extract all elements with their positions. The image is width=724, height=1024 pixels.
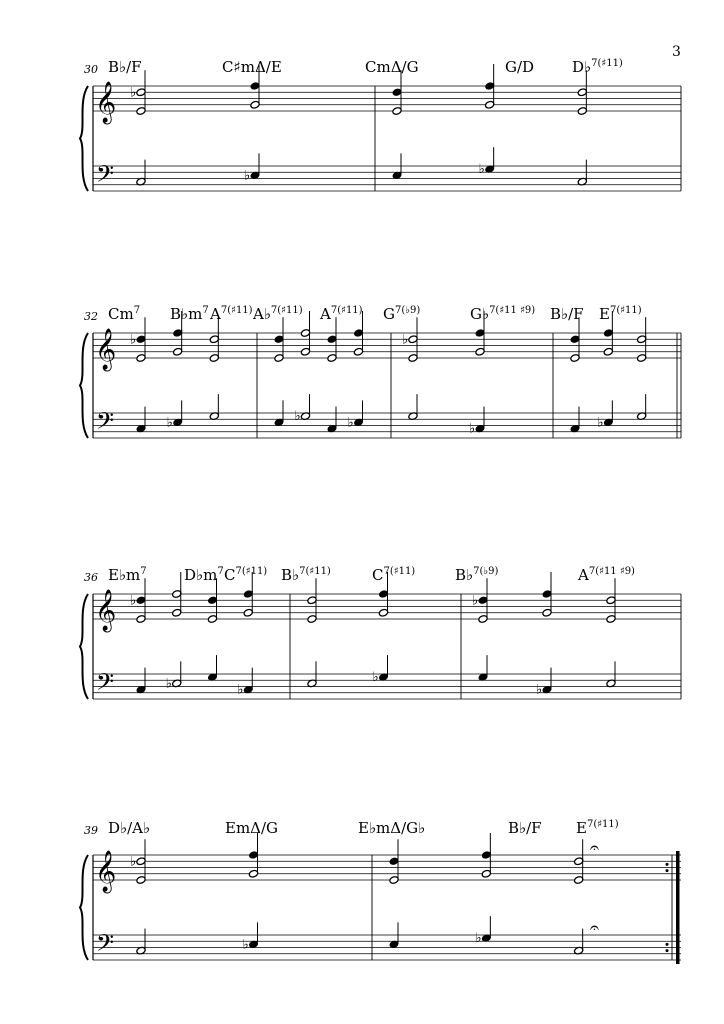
chord-symbol: $A^{7(♯11)}$ bbox=[210, 305, 253, 323]
chord-extension: 7(♭9) bbox=[473, 566, 499, 577]
note bbox=[389, 922, 399, 948]
repeat-dot bbox=[666, 869, 669, 872]
final-barline bbox=[676, 851, 680, 964]
treble-clef: 𝄞 bbox=[95, 851, 117, 892]
note bbox=[478, 655, 488, 681]
note bbox=[402, 317, 418, 347]
treble-staff bbox=[93, 86, 681, 111]
measure-number: 36 bbox=[84, 571, 98, 584]
accidental: ♭ bbox=[536, 682, 543, 698]
repeat-dot bbox=[666, 949, 669, 952]
treble-clef: 𝄞 bbox=[95, 82, 117, 123]
chord-symbol: $G^{7(♭9)}$ bbox=[383, 305, 421, 323]
bass-clef: 𝄢 bbox=[96, 668, 115, 701]
note bbox=[207, 655, 217, 681]
bass-staff bbox=[93, 935, 681, 960]
accidental: ♭ bbox=[130, 854, 137, 870]
chord-symbol: A♭$^{7(♯11)}$ bbox=[253, 305, 303, 323]
chord-extension: 7(♯11 ♯9) bbox=[489, 305, 536, 316]
measure-number: 39 bbox=[84, 824, 98, 837]
fermata: 𝄐 bbox=[590, 838, 599, 857]
note bbox=[136, 407, 146, 433]
bass-clef: 𝄢 bbox=[96, 929, 115, 962]
brace bbox=[80, 594, 88, 699]
chord-symbol: $E^{7(♯11)}$ bbox=[576, 819, 619, 837]
accidental: ♭ bbox=[165, 676, 172, 692]
chord-extension: 7(♯11) bbox=[586, 819, 619, 830]
accidental: ♭ bbox=[237, 682, 244, 698]
chord-symbol: $B♭m^7$ bbox=[170, 305, 209, 323]
chord-symbol: G♭$^{7(♯11 ♯9)}$ bbox=[470, 305, 536, 323]
note bbox=[130, 839, 146, 869]
chord-symbol: B♭/F bbox=[550, 305, 584, 323]
chord-symbol: $D♭m^7$ bbox=[184, 566, 224, 584]
chord-symbol: $C^{7(♯11)}$ bbox=[372, 566, 416, 584]
accidental: ♭ bbox=[130, 593, 137, 609]
note bbox=[307, 661, 317, 687]
chord-symbol: $A^{7(♯11 ♯9)}$ bbox=[578, 566, 635, 584]
chord-symbol: E♭mΔ/G♭ bbox=[358, 819, 426, 837]
chord-symbol: $A^{7(♯11)}$ bbox=[320, 305, 363, 323]
system bbox=[80, 819, 681, 964]
chord-symbol: G/D bbox=[505, 58, 535, 76]
page-number: 3 bbox=[672, 44, 681, 60]
brace bbox=[80, 855, 88, 960]
chord-extension: 7(♯11 ♯9) bbox=[588, 566, 635, 577]
chord-symbol: $C^{7(♯11)}$ bbox=[224, 566, 268, 584]
chord-symbol: B♭/F bbox=[108, 58, 142, 76]
accidental: ♭ bbox=[347, 415, 354, 431]
brace bbox=[80, 86, 88, 191]
accidental: ♭ bbox=[244, 168, 251, 184]
chord-extension: 7(♯11) bbox=[220, 305, 253, 316]
chord-symbol: $E♭m^7$ bbox=[108, 566, 147, 584]
chord-symbol: D♭$^{7(♯11)}$ bbox=[572, 58, 623, 76]
treble-clef: 𝄞 bbox=[95, 590, 117, 631]
chord-extension: 7 bbox=[140, 566, 147, 577]
note bbox=[136, 160, 146, 186]
measure-number: 30 bbox=[84, 63, 98, 76]
system bbox=[80, 305, 681, 440]
note bbox=[472, 578, 488, 608]
chord-extension: 7 bbox=[133, 305, 141, 316]
system bbox=[80, 566, 681, 701]
accidental: ♭ bbox=[294, 409, 301, 425]
note bbox=[392, 153, 402, 179]
system bbox=[80, 58, 681, 193]
bass-clef: 𝄢 bbox=[96, 407, 115, 440]
accidental: ♭ bbox=[130, 332, 137, 348]
chord-symbol: EmΔ/G bbox=[225, 819, 279, 837]
accidental: ♭ bbox=[372, 670, 379, 686]
chord-extension: 7(♯11) bbox=[299, 566, 331, 577]
note bbox=[577, 160, 587, 186]
accidental: ♭ bbox=[472, 593, 479, 609]
note bbox=[606, 661, 616, 687]
chord-symbol: B♭$^{7(♯11)}$ bbox=[281, 566, 331, 584]
note bbox=[136, 668, 146, 694]
chord-symbol: Cm$^7$ bbox=[108, 305, 141, 323]
note bbox=[570, 407, 580, 433]
chord-symbol: B♭/F bbox=[508, 819, 542, 837]
chord-extension: 7(♭9) bbox=[394, 305, 421, 316]
accidental: ♭ bbox=[242, 937, 249, 953]
chord-symbol: $E^{7(♯11)}$ bbox=[599, 305, 642, 323]
note bbox=[209, 394, 219, 420]
repeat-dot bbox=[666, 943, 669, 946]
chord-extension: 7 bbox=[202, 305, 209, 316]
chord-extension: 7(♯11) bbox=[591, 58, 623, 69]
accidental: ♭ bbox=[475, 931, 482, 947]
note bbox=[136, 929, 146, 955]
chord-extension: 7(♯11) bbox=[383, 566, 416, 577]
chord-extension: 7 bbox=[217, 566, 224, 577]
chord-extension: 7(♯11) bbox=[609, 305, 642, 316]
brace bbox=[80, 333, 88, 438]
bass-staff bbox=[93, 166, 681, 191]
accidental: ♭ bbox=[597, 415, 604, 431]
note bbox=[574, 929, 584, 955]
fermata: 𝄐 bbox=[590, 918, 599, 937]
chord-symbol: B♭$^{7(♭9)}$ bbox=[455, 566, 499, 584]
accidental: ♭ bbox=[469, 421, 476, 437]
repeat-dot bbox=[666, 863, 669, 866]
note bbox=[637, 394, 647, 420]
accidental: ♭ bbox=[402, 332, 409, 348]
chord-extension: 7(♯11) bbox=[330, 305, 363, 316]
bass-clef: 𝄢 bbox=[96, 160, 115, 193]
chord-symbol: C♯mΔ/E bbox=[222, 58, 282, 76]
chord-extension: 7(♯11) bbox=[235, 566, 268, 577]
measure-number: 32 bbox=[84, 310, 98, 323]
chord-symbol: CmΔ/G bbox=[365, 58, 419, 76]
note bbox=[408, 394, 418, 420]
note bbox=[274, 400, 284, 426]
note bbox=[327, 407, 337, 433]
chord-extension: 7(♯11) bbox=[270, 305, 303, 316]
accidental: ♭ bbox=[130, 85, 137, 101]
treble-staff bbox=[93, 855, 681, 880]
accidental: ♭ bbox=[478, 162, 485, 178]
chord-symbol: D♭/A♭ bbox=[108, 819, 151, 837]
treble-clef: 𝄞 bbox=[95, 329, 117, 370]
accidental: ♭ bbox=[166, 415, 173, 431]
